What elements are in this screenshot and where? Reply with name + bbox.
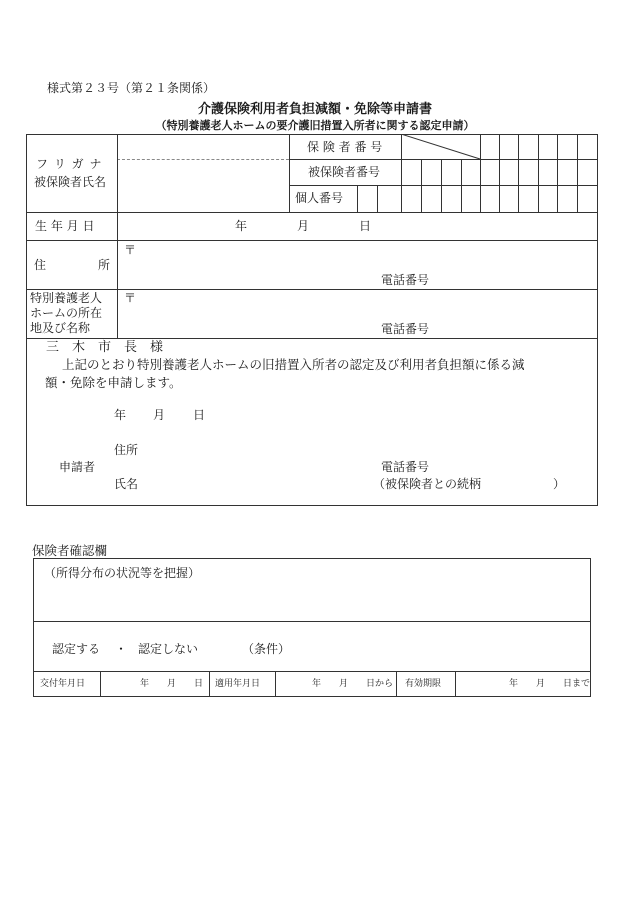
facility-field[interactable]	[118, 290, 597, 337]
diagonal-strike	[401, 134, 481, 160]
form-title: 介護保険利用者負担減額・免除等申請書	[197, 102, 432, 117]
conditions-label: （条件）	[242, 642, 291, 656]
insurer-number-label: 保 険 者 番 号	[307, 140, 383, 154]
relation-close: ）	[553, 477, 566, 491]
issue-date-label: 交付年月日	[40, 679, 86, 689]
birth-date-field[interactable]	[118, 213, 597, 239]
declaration-line1: 上記のとおり特別養護老人ホームの旧措置入所者の認定及び利用者負担額に係る減	[62, 357, 525, 372]
facility-label-line2: ホームの所在	[30, 306, 103, 320]
apply-date-label: 適用年月日	[215, 679, 261, 689]
applicant-address-label: 住所	[114, 443, 139, 457]
disapprove-option[interactable]: 認定しない	[138, 642, 199, 656]
declaration-month: 月	[153, 408, 166, 422]
furigana-label: フ リ ガ ナ	[36, 157, 103, 171]
birth-day-label: 日	[359, 219, 372, 233]
applicant-name-label: 氏名	[114, 477, 139, 491]
phone-label: 電話番号	[381, 273, 430, 287]
addressee: 三 木 市 長 様	[46, 340, 164, 355]
insured-name-field[interactable]	[118, 160, 288, 211]
declaration-line2: 額・免除を申請します。	[45, 375, 182, 390]
facility-postal-mark: 〒	[124, 291, 137, 305]
income-notes-field[interactable]	[34, 582, 590, 620]
valid-period-value[interactable]: 年 月 日まで	[509, 679, 591, 689]
applicant-entry-area[interactable]	[140, 440, 580, 496]
approve-option[interactable]: 認定する	[52, 642, 101, 656]
form-subtitle: （特別養護老人ホームの要介護旧措置入所者に関する認定申請）	[155, 119, 475, 132]
relation-label: （被保険者との続柄	[373, 477, 482, 491]
facility-label-line1: 特別養護老人	[30, 291, 103, 305]
valid-period-label: 有効期限	[405, 679, 442, 689]
form-number: 様式第２３号（第２１条関係）	[47, 81, 216, 95]
birth-date-label: 生 年 月 日	[35, 219, 95, 233]
birth-month-label: 月	[297, 219, 310, 233]
declaration-day: 日	[193, 408, 206, 422]
insured-number-label: 被保険者番号	[308, 165, 381, 179]
personal-number-label: 個人番号	[295, 191, 344, 205]
applicant-phone-label: 電話番号	[381, 460, 430, 474]
option-separator: ・	[115, 642, 128, 656]
facility-label-line3: 地及び名称	[30, 321, 91, 335]
address-field[interactable]	[118, 241, 597, 288]
postal-mark: 〒	[124, 243, 137, 257]
applicant-label: 申請者	[59, 460, 96, 474]
income-note: （所得分布の状況等を把握）	[44, 566, 201, 580]
address-label-start: 住	[34, 258, 47, 272]
apply-date-value[interactable]: 年 月 日から	[312, 679, 394, 689]
declaration-year: 年	[114, 408, 127, 422]
insurer-section-heading: 保険者確認欄	[32, 543, 108, 558]
address-label-end: 所	[98, 258, 111, 272]
birth-year-label: 年	[235, 219, 248, 233]
insured-name-label: 被保険者氏名	[34, 175, 107, 189]
furigana-field[interactable]	[118, 135, 288, 158]
issue-date-value[interactable]: 年 月 日	[140, 679, 204, 689]
facility-phone-label: 電話番号	[381, 322, 430, 336]
